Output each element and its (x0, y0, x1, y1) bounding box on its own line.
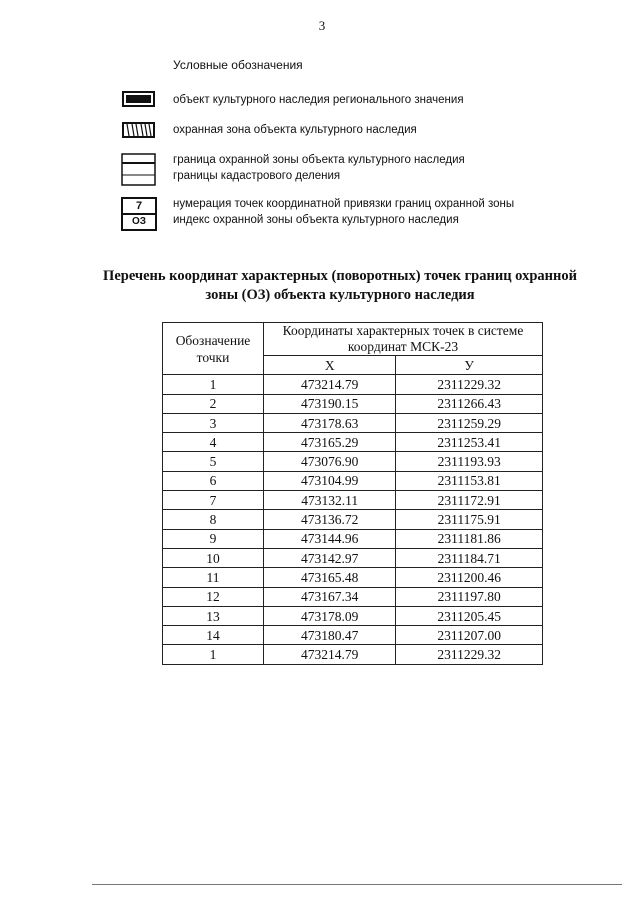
table-row (163, 452, 543, 471)
legend-item-heritage-object: объект культурного наследия регионального значения (173, 94, 464, 106)
point-number-cell: 5 (163, 452, 264, 471)
x-coordinate-cell: 473165.29 (264, 433, 396, 452)
y-coordinate-cell: 2311172.91 (396, 491, 543, 510)
y-coordinate-cell: 2311175.91 (396, 510, 543, 529)
point-number-cell: 12 (163, 587, 264, 606)
y-coordinate-cell: 2311229.32 (396, 645, 543, 664)
table-row (163, 471, 543, 490)
x-coordinate-cell: 473167.34 (264, 587, 396, 606)
x-coordinate-cell: 473142.97 (264, 548, 396, 567)
table-row (163, 375, 543, 394)
protection-zone-symbol (122, 122, 155, 138)
y-coordinate-cell: 2311207.00 (396, 626, 543, 645)
point-number-cell: 4 (163, 433, 264, 452)
point-number-symbol (121, 197, 157, 231)
table-row (163, 587, 543, 606)
y-coordinate-cell: 2311197.80 (396, 587, 543, 606)
x-coordinate-cell: 473190.15 (264, 394, 396, 413)
x-coordinate-cell: 473144.96 (264, 529, 396, 548)
y-coordinate-cell: 2311266.43 (396, 394, 543, 413)
table-row (163, 529, 543, 548)
y-coordinate-cell: 2311181.86 (396, 529, 543, 548)
point-number-cell: 1 (163, 645, 264, 664)
y-coordinate-cell: 2311153.81 (396, 471, 543, 490)
point-number-cell: 14 (163, 626, 264, 645)
y-column-header: У (396, 356, 543, 375)
legend-item-cadastral-boundary: границы кадастрового деления (173, 170, 341, 182)
point-number-cell: 7 (163, 491, 264, 510)
legend-item-zone-boundary: граница охранной зоны объекта культурного наследия (173, 154, 465, 166)
table-row (163, 626, 543, 645)
cultural-heritage-object-symbol (122, 91, 155, 107)
table-row (163, 606, 543, 625)
table-heading-line-1: Перечень координат характерных (поворотных) точек границ охранной (103, 268, 577, 284)
y-coordinate-cell: 2311184.71 (396, 548, 543, 567)
point-number-cell: 3 (163, 413, 264, 432)
x-coordinate-cell: 473132.11 (264, 491, 396, 510)
point-number-cell: 1 (163, 375, 264, 394)
coordinates-group-header: Координаты характерных точек в системе координат МСК-23 (264, 323, 543, 356)
table-heading (80, 267, 600, 305)
table-row (163, 645, 543, 664)
point-number-cell: 13 (163, 606, 264, 625)
table-row (163, 491, 543, 510)
table-row (163, 394, 543, 413)
table-row (163, 568, 543, 587)
point-column-header: Обозначение точки (163, 323, 264, 375)
point-number-cell: 10 (163, 548, 264, 567)
point-number-cell: 9 (163, 529, 264, 548)
y-coordinate-cell: 2311253.41 (396, 433, 543, 452)
table-row (163, 433, 543, 452)
x-coordinate-cell: 473165.48 (264, 568, 396, 587)
y-coordinate-cell: 2311193.93 (396, 452, 543, 471)
point-number-cell: 8 (163, 510, 264, 529)
x-coordinate-cell: 473178.63 (264, 413, 396, 432)
x-column-header: X (264, 356, 396, 375)
point-number-cell: 11 (163, 568, 264, 587)
point-number-cell: 2 (163, 394, 264, 413)
table-heading-line-2: зоны (ОЗ) объекта культурного наследия (205, 287, 475, 303)
coordinates-table (162, 322, 543, 665)
legend-item-zone-index: индекс охранной зоны объекта культурного наследия (173, 214, 459, 226)
x-coordinate-cell: 473178.09 (264, 606, 396, 625)
legend-item-protection-zone: охранная зона объекта культурного наследия (173, 124, 417, 136)
y-coordinate-cell: 2311200.46 (396, 568, 543, 587)
x-coordinate-cell: 473136.72 (264, 510, 396, 529)
zone-index-sample: ОЗ (131, 216, 147, 227)
y-coordinate-cell: 2311205.45 (396, 606, 543, 625)
point-number-sample: 7 (123, 199, 155, 215)
y-coordinate-cell: 2311229.32 (396, 375, 543, 394)
legend-item-point-numbering: нумерация точек координатной привязки границ охранной зоны (173, 198, 515, 210)
table-row (163, 413, 543, 432)
x-coordinate-cell: 473076.90 (264, 452, 396, 471)
point-number-cell: 6 (163, 471, 264, 490)
x-coordinate-cell: 473180.47 (264, 626, 396, 645)
x-coordinate-cell: 473214.79 (264, 375, 396, 394)
legend-title: Условные обозначения (173, 58, 303, 72)
bottom-rule (92, 884, 622, 885)
table-row (163, 510, 543, 529)
x-coordinate-cell: 473214.79 (264, 645, 396, 664)
y-coordinate-cell: 2311259.29 (396, 413, 543, 432)
page-number: 3 (318, 18, 326, 33)
table-row (163, 548, 543, 567)
zone-boundary-symbol (121, 153, 156, 186)
x-coordinate-cell: 473104.99 (264, 471, 396, 490)
